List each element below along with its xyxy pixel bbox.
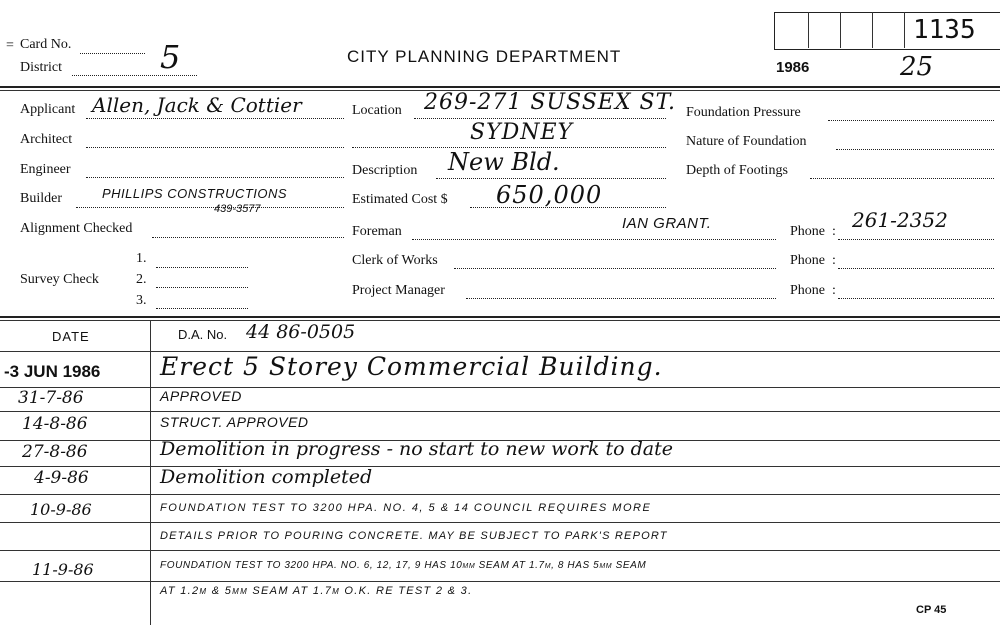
log-date: 11-9-86 — [32, 560, 94, 579]
survey-1: 1. — [136, 251, 147, 266]
da-value: 44 86-0505 — [246, 321, 356, 343]
cost-label: Estimated Cost $ — [352, 192, 448, 207]
engineer-label: Engineer — [20, 162, 71, 177]
builder-phone: 439-3577 — [214, 203, 261, 215]
foundation-pressure-label: Foundation Pressure — [686, 105, 801, 120]
log-date: -3 JUN 1986 — [4, 362, 101, 381]
foreman-phone-value: 261-2352 — [852, 208, 948, 232]
log-date: 10-9-86 — [30, 500, 92, 519]
survey-label: Survey Check — [20, 272, 99, 287]
log-text: DETAILS PRIOR TO POURING CONCRETE. MAY BE SUBJECT TO PARK'S REPORT — [160, 530, 668, 542]
foreman-value: IAN GRANT. — [622, 215, 712, 232]
clerk-phone-label: Phone — [790, 253, 825, 268]
pm-phone-label: Phone — [790, 283, 825, 298]
applicant-value: Allen, Jack & Cottier — [92, 93, 302, 117]
district-label: District — [20, 60, 62, 75]
log-date: 4-9-86 — [34, 468, 89, 488]
builder-value: PHILLIPS CONSTRUCTIONS — [102, 186, 288, 201]
da-label: D.A. No. — [178, 327, 228, 342]
description-value: New Bld. — [448, 148, 560, 176]
log-text: Demolition completed — [160, 466, 373, 488]
foreman-label: Foreman — [352, 224, 402, 239]
survey-3: 3. — [136, 293, 147, 308]
form-code: CP 45 — [916, 604, 947, 616]
log-text: Erect 5 Storey Commercial Building. — [160, 352, 663, 381]
nature-of-foundation-label: Nature of Foundation — [686, 134, 807, 149]
log-date: 14-8-86 — [22, 414, 88, 434]
department-title: CITY PLANNING DEPARTMENT — [347, 47, 622, 66]
log-date: 27-8-86 — [22, 442, 88, 462]
foreman-phone-label: Phone — [790, 224, 825, 239]
location-value-2: SYDNEY — [470, 120, 574, 145]
clerk-label: Clerk of Works — [352, 253, 438, 268]
date-header: DATE — [52, 329, 90, 344]
location-label: Location — [352, 103, 402, 118]
survey-2: 2. — [136, 272, 147, 287]
reference-number: 1135 — [913, 15, 976, 45]
project-manager-label: Project Manager — [352, 283, 445, 298]
card-no-label: Card No. — [20, 37, 72, 52]
district-value: 5 — [160, 38, 181, 76]
cost-value: 650,000 — [496, 181, 603, 209]
alignment-label: Alignment Checked — [20, 221, 133, 236]
log-text: FOUNDATION TEST TO 3200 HPA. NO. 6, 12, 17, 9 HAS 10mm SEAM AT 1.7m, 8 HAS 5mm SEAM — [160, 560, 647, 571]
card-no-marker: = — [6, 38, 14, 53]
architect-label: Architect — [20, 132, 73, 147]
reference-sub: 25 — [900, 52, 934, 82]
log-text: FOUNDATION TEST TO 3200 HPA. NO. 4, 5 & 14 COUNCIL REQUIRES MORE — [160, 502, 652, 514]
year: 1986 — [776, 59, 810, 76]
description-label: Description — [352, 163, 418, 178]
depth-of-footings-label: Depth of Footings — [686, 163, 788, 178]
log-text: APPROVED — [160, 388, 242, 404]
applicant-label: Applicant — [20, 102, 76, 117]
log-text: AT 1.2m & 5mm SEAM AT 1.7m O.K. RE TEST 2 & 3. — [160, 585, 473, 597]
log-text: STRUCT. APPROVED — [160, 414, 309, 430]
log-date: 31-7-86 — [18, 388, 84, 408]
builder-label: Builder — [20, 191, 62, 206]
location-value: 269-271 SUSSEX ST. — [424, 90, 676, 115]
log-text: Demolition in progress - no start to new work to date — [160, 438, 673, 460]
